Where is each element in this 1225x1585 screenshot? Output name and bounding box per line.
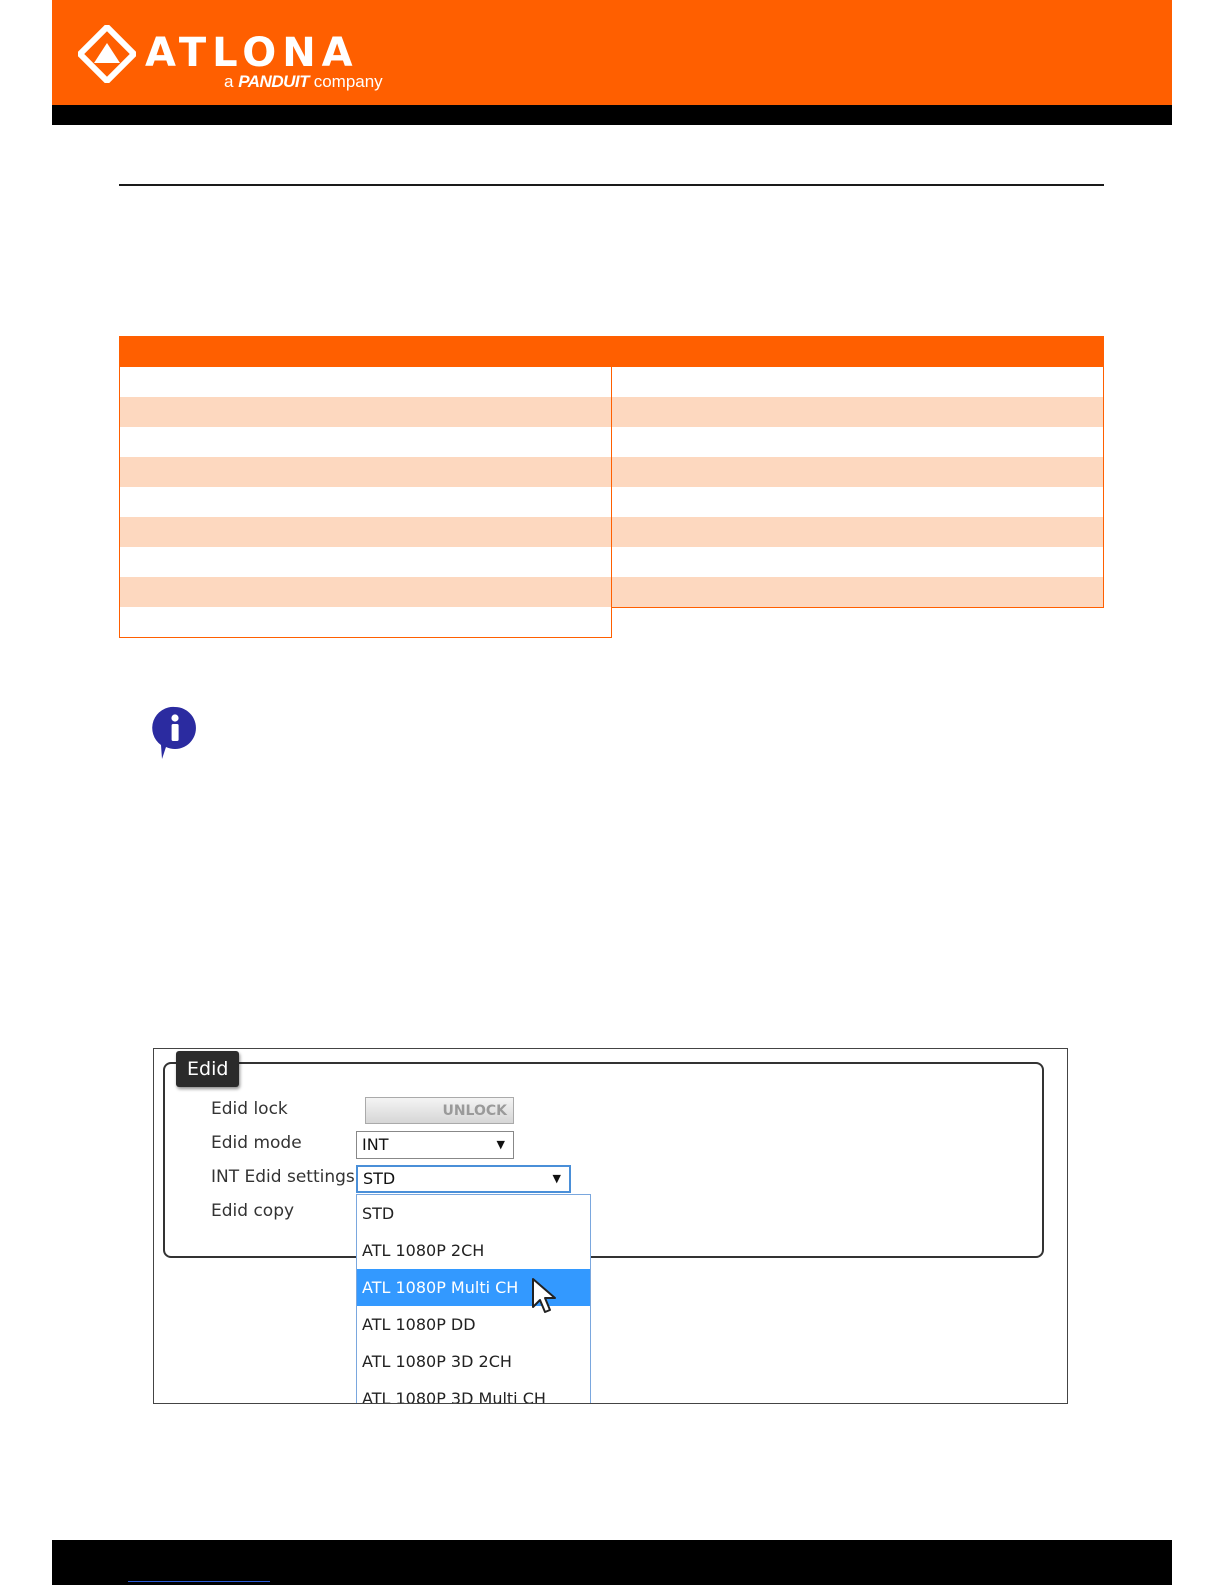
footer-link-underline[interactable] [128, 1581, 270, 1582]
table-row [612, 397, 1103, 427]
table-row [120, 487, 611, 517]
table-column-left [119, 367, 612, 638]
int-edid-settings-select[interactable] [356, 1165, 571, 1193]
dropdown-option[interactable]: ATL 1080P DD [362, 1315, 476, 1334]
edid-screenshot [153, 1048, 1068, 1404]
table-row [612, 457, 1103, 487]
table-row [612, 487, 1103, 517]
table-row [612, 367, 1103, 397]
table-row [120, 457, 611, 487]
info-icon [152, 705, 198, 761]
edid-legend: Edid [176, 1051, 239, 1087]
int-edid-settings-value: STD [363, 1169, 396, 1188]
dropdown-option[interactable]: STD [362, 1204, 395, 1223]
table-header [119, 336, 1104, 367]
dropdown-option[interactable]: ATL 1080P 2CH [362, 1241, 485, 1260]
dropdown-option-selected[interactable]: ATL 1080P Multi CH [357, 1269, 590, 1306]
tagline-suffix: company [308, 72, 383, 91]
edid-mode-select[interactable] [356, 1131, 514, 1159]
atlona-logo-icon [78, 25, 136, 83]
section-rule [119, 184, 1104, 186]
table-column-right [612, 367, 1104, 608]
unlock-button[interactable]: UNLOCK [365, 1097, 514, 1124]
table-row [120, 397, 611, 427]
edid-lock-label: Edid lock [211, 1099, 288, 1119]
dropdown-option[interactable]: ATL 1080P 3D Multi CH [362, 1389, 546, 1404]
table-row [612, 547, 1103, 577]
tagline-prefix: a [224, 72, 239, 91]
header-band [52, 105, 1172, 125]
table-row [612, 577, 1103, 607]
table-row [120, 517, 611, 547]
edid-copy-label: Edid copy [211, 1201, 295, 1221]
chevron-down-icon: ▼ [496, 1138, 505, 1151]
mouse-cursor-icon [531, 1277, 559, 1315]
chevron-down-icon: ▼ [552, 1172, 561, 1185]
table-row [612, 427, 1103, 457]
table-row [120, 547, 611, 577]
table-row [120, 577, 611, 607]
table-row [120, 367, 611, 397]
edid-fieldset [163, 1062, 1044, 1258]
edid-mode-label: Edid mode [211, 1133, 302, 1153]
edid-mode-value: INT [362, 1135, 389, 1154]
page-footer [52, 1540, 1172, 1585]
table-row [120, 607, 611, 637]
table-row [612, 517, 1103, 547]
logo-wordmark: ATLONA [145, 30, 359, 76]
int-edid-settings-label: INT Edid settings [211, 1167, 355, 1187]
logo-tagline [224, 72, 383, 92]
dropdown-option[interactable]: ATL 1080P 3D 2CH [362, 1352, 512, 1371]
tagline-brand: PANDUIT [238, 72, 309, 91]
table-row [120, 427, 611, 457]
